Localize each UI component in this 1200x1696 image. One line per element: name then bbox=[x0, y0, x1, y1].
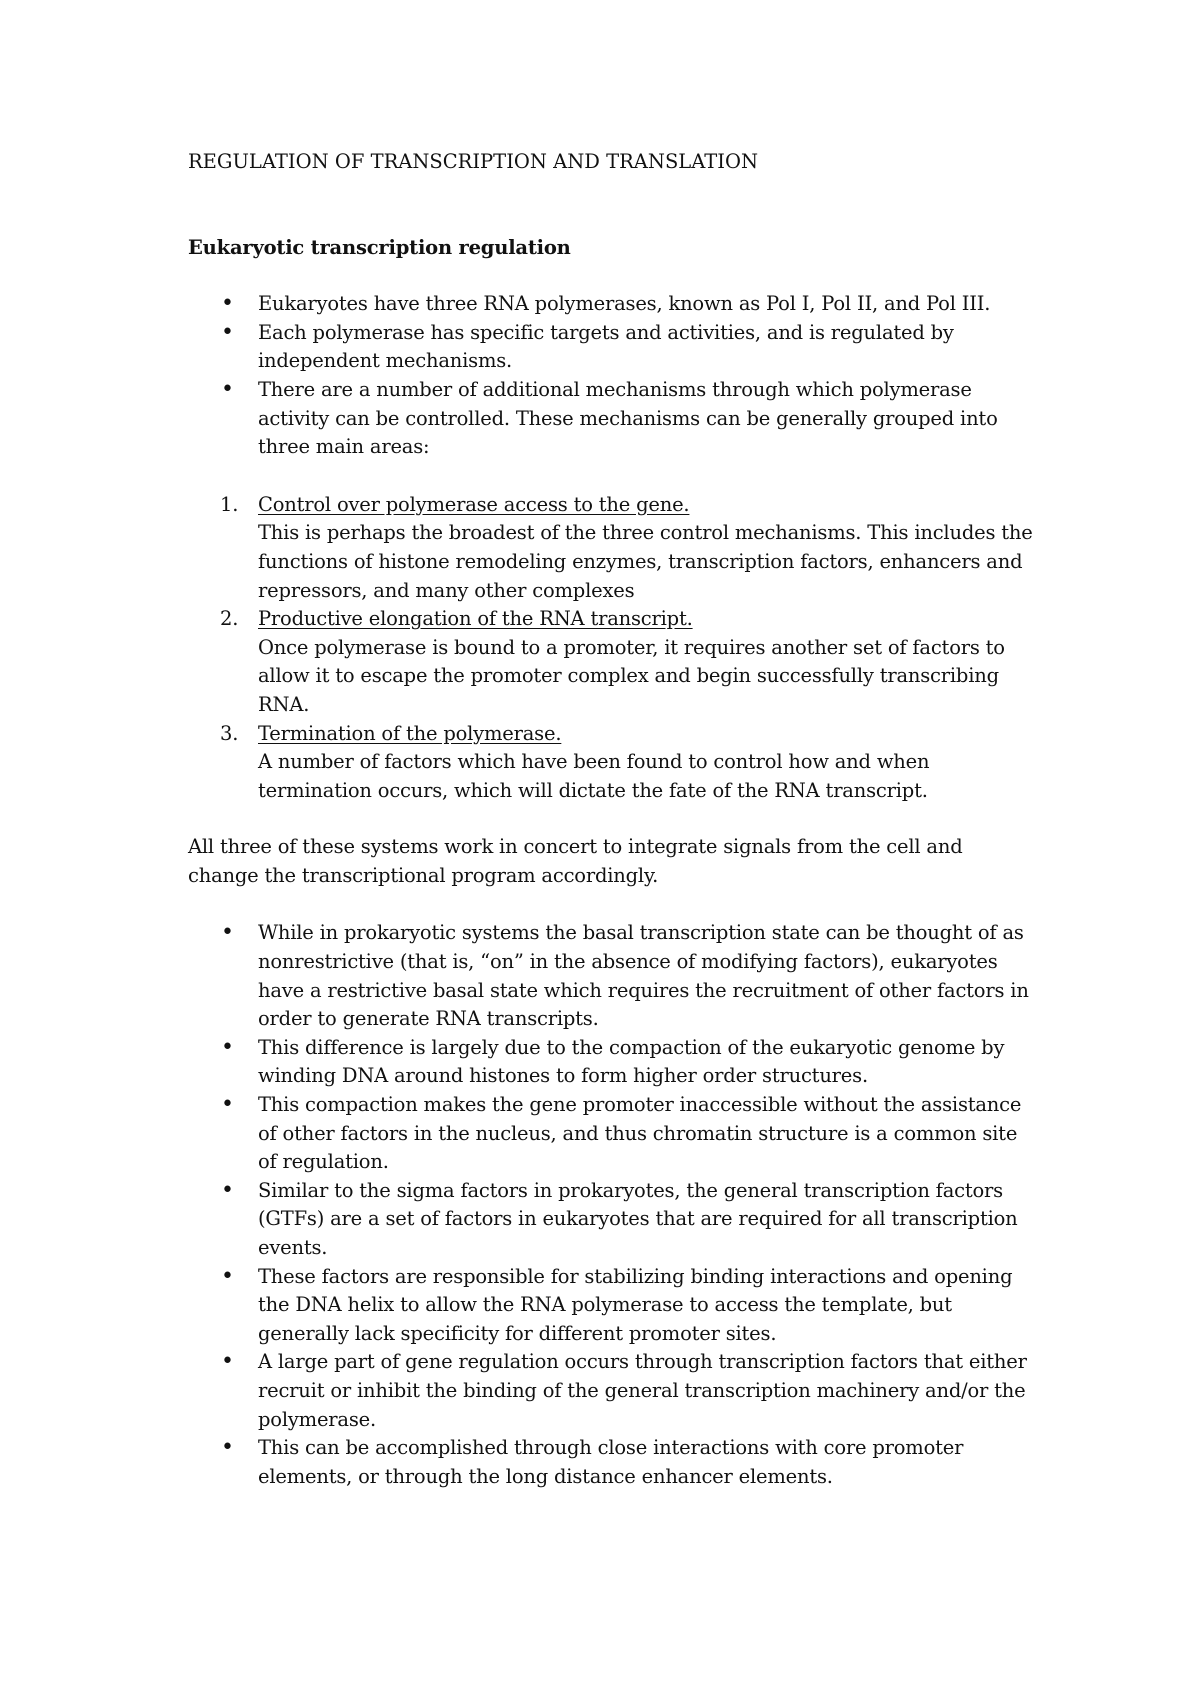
bullet-icon: • bbox=[221, 1435, 234, 1461]
bullet-text: This can be accomplished through close interactions with core promoter elements, or through the long distance enhancer elements. bbox=[258, 1436, 964, 1488]
numbered-item bbox=[188, 720, 1038, 806]
list-item bbox=[188, 1263, 1038, 1349]
list-item bbox=[188, 376, 1038, 462]
item-text: A number of factors which have been found to control how and when termination occurs, which will dictate the fate of the RNA transcript. bbox=[258, 750, 930, 802]
item-title: Termination of the polymerase. bbox=[258, 721, 562, 745]
list-item bbox=[188, 1434, 1038, 1491]
numbered-list bbox=[188, 491, 1038, 806]
bullet-text: Similar to the sigma factors in prokaryotes, the general transcription factors (GTFs) are a set of factors in eukaryotes that are required for all transcription events. bbox=[258, 1178, 1018, 1259]
list-item bbox=[188, 1034, 1038, 1091]
bullet-icon: • bbox=[221, 376, 234, 402]
bullet-icon: • bbox=[221, 319, 234, 345]
item-number: 2. bbox=[220, 607, 239, 631]
bullet-text: This compaction makes the gene promoter inaccessible without the assistance of other factors in the nucleus, and thus chromatin structure is a common site of regulation. bbox=[258, 1093, 1022, 1174]
document-title: REGULATION OF TRANSCRIPTION AND TRANSLATION bbox=[188, 150, 759, 173]
bullet-icon: • bbox=[221, 1092, 234, 1118]
bullet-icon: • bbox=[221, 1177, 234, 1203]
list-item bbox=[188, 1177, 1038, 1263]
item-number: 3. bbox=[220, 721, 239, 745]
numbered-item bbox=[188, 605, 1038, 719]
numbered-item bbox=[188, 491, 1038, 605]
bullet-text: There are a number of additional mechanisms through which polymerase activity can be controlled. These mechanisms can be generally grouped into three main areas: bbox=[258, 377, 998, 459]
item-title: Control over polymerase access to the gene. bbox=[258, 492, 690, 516]
detail-bullet-list bbox=[188, 919, 1038, 1491]
document-body bbox=[188, 148, 1038, 1491]
bullet-icon: • bbox=[221, 1263, 234, 1289]
item-number: 1. bbox=[220, 492, 239, 516]
list-item bbox=[188, 919, 1038, 1033]
section-heading: Eukaryotic transcription regulation bbox=[188, 235, 571, 259]
bullet-icon: • bbox=[221, 1349, 234, 1375]
summary-paragraph: All three of these systems work in concert to integrate signals from the cell and change the transcriptional program accordingly. bbox=[188, 835, 963, 887]
list-item bbox=[188, 1091, 1038, 1177]
item-title: Productive elongation of the RNA transcript. bbox=[258, 607, 693, 631]
bullet-text: While in prokaryotic systems the basal transcription state can be thought of as nonrestrictive (that is, “on” in the absence of modifying factors), eukaryotes have a restrictive basal state which requires the recruitment of other factors in order to generate RNA transcripts. bbox=[258, 921, 1029, 1031]
bullet-icon: • bbox=[221, 291, 234, 317]
list-item bbox=[188, 290, 1038, 319]
bullet-text: These factors are responsible for stabilizing binding interactions and opening the DNA helix to allow the RNA polymerase to access the template, but generally lack specificity for different promoter sites. bbox=[258, 1264, 1013, 1345]
bullet-icon: • bbox=[221, 1034, 234, 1060]
list-item bbox=[188, 319, 1038, 376]
bullet-text: A large part of gene regulation occurs through transcription factors that either recruit or inhibit the binding of the general transcription machinery and/or the polymerase. bbox=[258, 1350, 1027, 1431]
bullet-text: Eukaryotes have three RNA polymerases, known as Pol I, Pol II, and Pol III. bbox=[258, 292, 991, 316]
list-item bbox=[188, 1348, 1038, 1434]
bullet-text: Each polymerase has specific targets and activities, and is regulated by independent mechanisms. bbox=[258, 320, 954, 373]
bullet-icon: • bbox=[221, 920, 234, 946]
intro-bullet-list bbox=[188, 290, 1038, 462]
item-text: This is perhaps the broadest of the three control mechanisms. This includes the functions of histone remodeling enzymes, transcription factors, enhancers and repressors, and many other complexes bbox=[258, 521, 1033, 602]
item-text: Once polymerase is bound to a promoter, it requires another set of factors to allow it to escape the promoter complex and begin successfully transcribing RNA. bbox=[258, 635, 1005, 716]
bullet-text: This difference is largely due to the compaction of the eukaryotic genome by winding DNA around histones to form higher order structures. bbox=[258, 1035, 1005, 1088]
